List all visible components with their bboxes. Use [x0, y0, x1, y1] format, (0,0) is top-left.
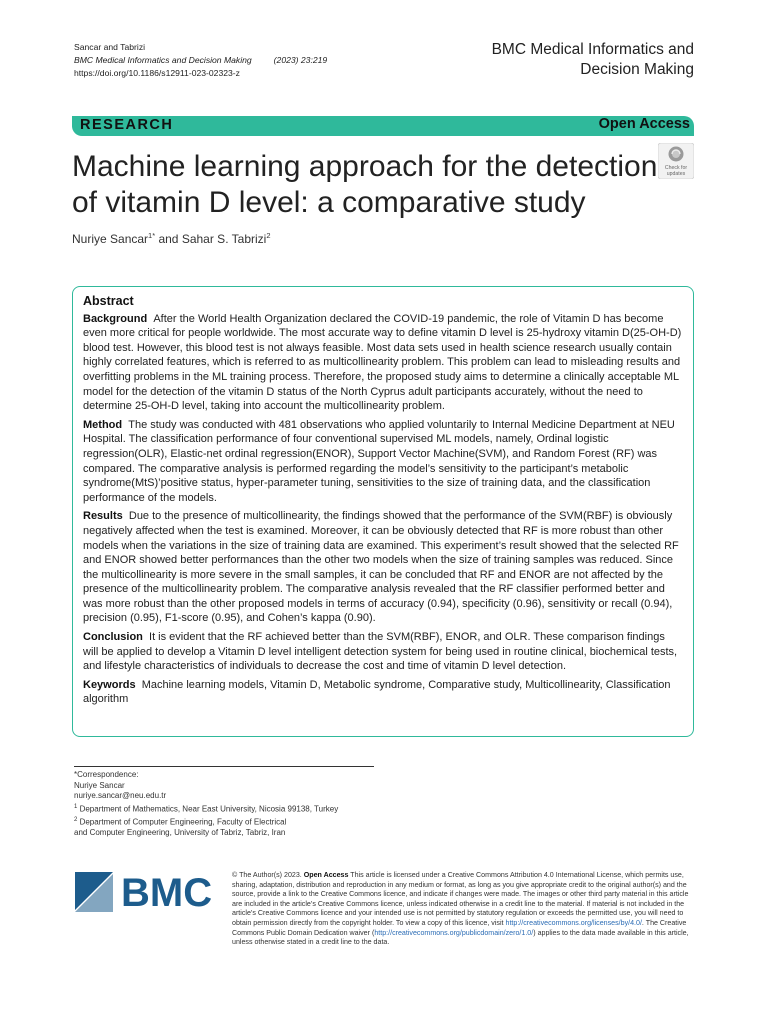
bmc-logo: [75, 872, 215, 917]
author-1[interactable]: Nuriye Sancar: [72, 232, 149, 246]
affiliation-2-line1: Department of Computer Engineering, Faculty of Electrical: [79, 817, 287, 827]
author-conjunction: and: [155, 232, 182, 246]
running-header: [74, 41, 327, 80]
license-link-by[interactable]: http://creativecommons.org/licenses/by/4.0/: [505, 918, 642, 927]
conclusion-text: It is evident that the RF achieved better than the SVM(RBF), ENOR, and OLR. These comparison findings will be applied to develop a Vitamin D level intelligent detection system for being used in routine clinical, biochemical tests, and lifestyle characteristics of individuals to decrease the cost and time of vitamin D level detection.: [83, 631, 678, 673]
check-for-updates-badge[interactable]: [658, 143, 694, 179]
license-link-zero[interactable]: http://creativecommons.org/publicdomain/zero/1.0/: [374, 928, 534, 937]
correspondence-label: *Correspondence:: [74, 770, 139, 779]
conclusion-label: Conclusion: [83, 631, 143, 644]
keywords-label: Keywords: [83, 678, 136, 691]
open-access-label: Open Access: [598, 116, 690, 132]
check-updates-line1: Check for: [664, 165, 688, 171]
license-text: [232, 871, 694, 948]
background-label: Background: [83, 312, 148, 325]
bmc-logo-icon: [75, 872, 215, 912]
abstract-results: [83, 509, 683, 626]
journal-name-line1: BMC Medical Informatics and: [491, 41, 694, 58]
method-label: Method: [83, 418, 123, 431]
abstract-method: [83, 418, 683, 506]
license-end: ) applies to the data made available in this article, unless otherwise stated in a credit line to the data.: [232, 928, 689, 947]
header-journal: BMC Medical Informatics and Decision Making: [74, 55, 252, 65]
abstract-background: [83, 312, 683, 414]
results-text: Due to the presence of multicollinearity, the findings showed that the performance of the SVM(RBF) is obviously negatively affected when the test is examined. Moreover, it can be obviously detected that RF is more robust than other models when the variations in the size of training data are examined. This experiment’s result showed that the selected RF and ENOR showed better performances than the other two models when the size of training samples was reduced. Since the multicollinearity is more severe in the small samples, it can be concluded that RF and ENOR are not affected by the presence of the multicollinearity problem. The comparative analysis revealed that the RF classifier performed better and was more robust than the other proposed models in terms of accuracy (0.94), specificity (0.96), sensitivity or recall (0.94), precision (0.95), F1-score (0.95), and Cohen’s kappa (0.90).: [83, 510, 679, 625]
results-label: Results: [83, 510, 123, 523]
section-label: RESEARCH: [80, 117, 174, 133]
affiliation-2-num: 2: [74, 817, 78, 824]
journal-name-line2: Decision Making: [580, 61, 694, 78]
journal-name: [492, 40, 694, 80]
keywords-text: Machine learning models, Vitamin D, Metabolic syndrome, Comparative study, Multicollinearity, Classification algorithm: [83, 678, 671, 706]
author-1-affil: 1*: [148, 231, 156, 240]
correspondence-email[interactable]: nuriye.sancar@neu.edu.tr: [74, 791, 167, 801]
correspondence-name: Nuriye Sancar: [74, 780, 125, 790]
affiliation-1-num: 1: [74, 803, 78, 810]
affiliation-1-text: Department of Mathematics, Near East University, Nicosia 99138, Turkey: [79, 804, 339, 814]
check-updates-line2: updates: [666, 171, 686, 177]
method-text: The study was conducted with 481 observations who applied voluntarily to Internal Medicine Department at NEU Hospital. The classification performance of four conventional supervised ML models, namely, Ordinal logistic regression(OLR), Elastic-net ordinal regression(ENOR), Support Vector Machine(SVM), and Random Forest (RF) was compared. The comparative analysis is performed regarding the model’s sensitivity to the participant’s metabolic syndrome(MtS)’positive status, hyper-parameter tuning, sensitivities to the size of training data, and the classification performance of the models.: [83, 418, 675, 504]
footnotes: [74, 770, 338, 839]
abstract-heading: Abstract: [83, 294, 134, 308]
license-mid: . The Creative Commons Public Domain Dedication waiver (: [232, 918, 687, 937]
license-copyright: © The Author(s) 2023.: [232, 871, 304, 879]
author-list: [72, 231, 271, 246]
affiliation-2: [74, 815, 338, 828]
article-title: Machine learning approach for the detection of vitamin D level: a comparative study: [72, 150, 658, 219]
abstract-keywords: [83, 678, 683, 707]
license-open-access: Open Access: [303, 871, 349, 879]
author-2[interactable]: Sahar S. Tabrizi: [181, 232, 267, 246]
section-band: [72, 116, 694, 136]
license-body: This article is licensed under a Creative Commons Attribution 4.0 International License, which permits use, sharing, adaptation, distribution and reproduction in any medium or format, as long as you give appropriate credit to the original author(s) and the source, provide a link to the Creative Commons licence, and indicate if changes were made. The images or other third party material in this article are included in the article’s Creative Commons licence, unless indicated otherwise in a credit line to the material. If material is not included in the article’s Creative Commons licence and your intended use is not permitted by statutory regulation or exceeds the permitted use, you will need to obtain permission directly from the copyright holder. To view a copy of this licence, visit: [232, 871, 689, 927]
footnote-divider: [74, 766, 374, 767]
header-volume: (2023) 23:219: [273, 55, 328, 65]
abstract-conclusion: [83, 630, 683, 674]
affiliation-1: [74, 802, 338, 815]
header-doi-link[interactable]: https://doi.org/10.1186/s12911-023-02323-z: [74, 68, 240, 78]
bmc-logo-text: BMC: [121, 872, 213, 912]
header-authors: Sancar and Tabrizi: [74, 42, 146, 52]
check-updates-icon: [658, 143, 694, 179]
affiliation-2-line2: and Computer Engineering, University of Tabriz, Tabriz, Iran: [74, 828, 286, 838]
background-text: After the World Health Organization declared the COVID-19 pandemic, the role of Vitamin D has become even more critical for people worldwide. The most accurate way to define vitamin D level is 25-hydroxy vitamin D(25-OH-D) blood test. However, this blood test is not always feasible. Most data sets used in health science research usually contain highly correlated features, which is referred to as multicollinearity problem. This problem can lead to misleading results and overfitting problems in the ML training process. Therefore, the proposed study aims to determine a clinically acceptable ML model for the detection of the vitamin D status of the North Cyprus adult participants accurately, without the need to determine 25-OH-D level, taking into account the multicollinearity problem.: [83, 312, 682, 413]
author-2-affil: 2: [266, 231, 271, 240]
abstract-box: [72, 286, 694, 737]
